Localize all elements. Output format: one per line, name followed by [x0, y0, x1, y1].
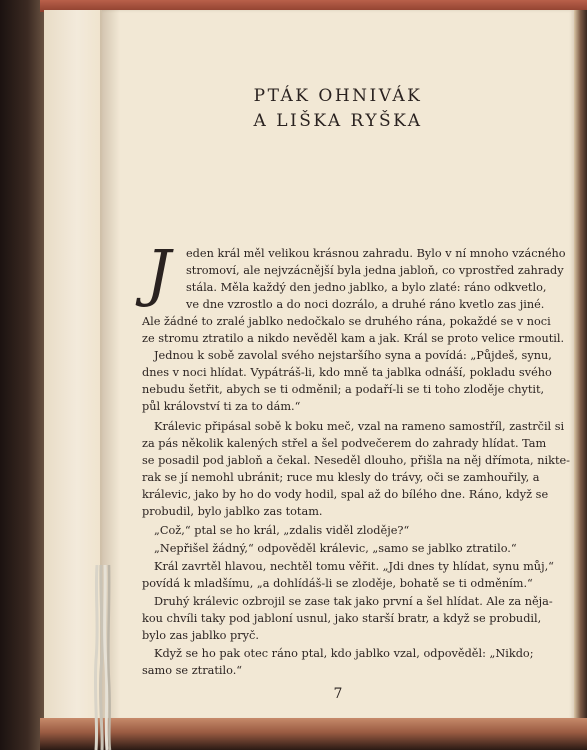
text-line: králevic, jako by ho do vody hodil, spal až do bílého dne. Ráno, když se	[142, 488, 549, 501]
story-title-line-1: PTÁK OHNIVÁK	[253, 86, 423, 106]
text-line: kou chvíli taky pod jabloní usnul, jako starší bratr, a když se probudil,	[142, 612, 542, 625]
page-number: 7	[333, 686, 343, 702]
book-spine-shadow	[0, 0, 46, 750]
bookmark-ribbon-icon[interactable]	[93, 565, 113, 750]
text-line: stromoví, ale nejvzácnější byla jedna jabloň, co vprostřed zahrady	[186, 264, 564, 277]
page-edge-right	[574, 10, 587, 720]
text-line: Král zavrtěl hlavou, nechtěl tomu věřit. „Jdi dnes ty hlídat, synu můj,“	[154, 560, 554, 573]
text-line: půl království ti za to dám.“	[142, 400, 301, 413]
text-line: samo se ztratilo.“	[142, 664, 243, 677]
text-line: Jednou k sobě zavolal svého nejstaršího syna a povídá: „Půjdeš, synu,	[154, 349, 552, 362]
text-line: nebudu šetřit, abych se ti odměnil; a podaří-li se ti toho zloděje chytit,	[142, 383, 545, 396]
story-title-line-2: A LIŠKA RYŠKA	[253, 111, 423, 131]
text-line: Ale žádné to zralé jablko nedočkalo se druhého rána, pokaždé se v noci	[142, 315, 551, 328]
text-line: za pás několik kalených střel a šel podvečerem do zahrady hlídat. Tam	[142, 437, 547, 450]
text-line: dnes v noci hlídat. Vypátráš-li, kdo mně ta jablka odnáší, pokladu svého	[142, 366, 552, 379]
text-line: se posadil pod jabloň a čekal. Neseděl dlouho, přišla na něj dřímota, nikte-	[142, 454, 570, 467]
text-line: probudil, bylo jablko zas totam.	[142, 505, 323, 518]
text-line: ve dne vzrostlo a do noci dozrálo, a druhé ráno kvetlo zas jiné.	[186, 298, 545, 311]
text-line: ze stromu ztratilo a nikdo nevěděl kam a jak. Král se proto velice rmoutil.	[142, 332, 565, 345]
text-line: Když se ho pak otec ráno ptal, kdo jablko vzal, odpověděl: „Nikdo;	[154, 647, 534, 660]
text-line: eden král měl velikou krásnou zahradu. Bylo v ní mnoho vzácného	[186, 247, 566, 260]
text-line: „Nepřišel žádný,“ odpověděl králevic, „samo se jablko ztratilo.“	[154, 542, 517, 555]
text-line: „Což,“ ptal se ho král, „zdalis viděl zloděje?“	[154, 524, 410, 537]
text-line: bylo zas jablko pryč.	[142, 629, 259, 642]
text-line: stála. Měla každý den jedno jablko, a bylo zlaté: ráno odkvetlo,	[186, 281, 547, 294]
text-line: Druhý králevic ozbrojil se zase tak jako první a šel hlídat. Ale za něja-	[154, 595, 553, 608]
book-page	[102, 10, 574, 720]
text-line: rak se jí nemohl ubránit; ruce mu klesly do trávy, oči se zamhouřily, a	[142, 471, 540, 484]
book-cover-edge-bottom	[40, 718, 587, 750]
text-line: povídá k mladšímu, „a dohlídáš-li se zloděje, bohatě se ti odměním.“	[142, 577, 533, 590]
text-line: Králevic připásal sobě k boku meč, vzal na rameno samostříl, zastrčil si	[154, 420, 565, 433]
drop-cap: J	[146, 236, 171, 309]
